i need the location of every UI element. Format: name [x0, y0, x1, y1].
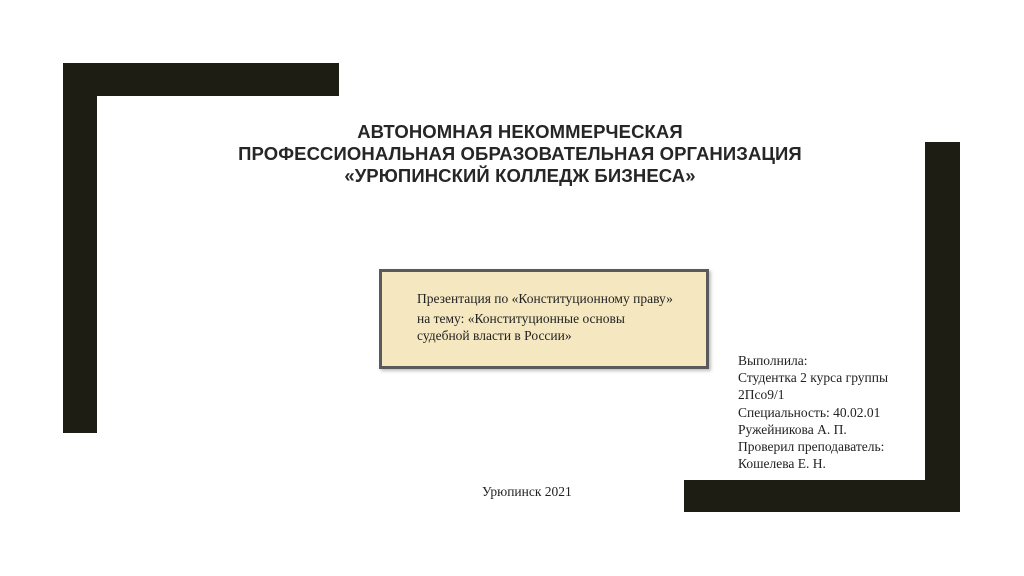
topic-text: [417, 290, 673, 345]
footer-city-year: Урюпинск 2021: [482, 484, 572, 499]
info-line-3: 2Псо9/1: [738, 387, 785, 403]
topic-box: [379, 269, 709, 369]
author-info: [738, 352, 888, 472]
info-line-2: Студентка 2 курса группы: [738, 370, 889, 386]
info-line-6: Проверил преподаватель:: [738, 439, 885, 455]
info-line-5: Ружейникова А. П.: [738, 421, 847, 437]
title-line-1: АВТОНОМНАЯ НЕКОММЕРЧЕСКАЯ: [357, 121, 683, 142]
frame-bar-right: [925, 142, 960, 512]
frame-bar-top-left: [63, 63, 339, 96]
title-line-2: ПРОФЕССИОНАЛЬНАЯ ОБРАЗОВАТЕЛЬНАЯ ОРГАНИЗАЦИЯ: [238, 143, 802, 164]
info-line-4: Специальность: 40.02.01: [738, 404, 881, 420]
info-line-7: Кошелева Е. Н.: [738, 456, 826, 472]
topic-line-3: судебной власти в России»: [417, 328, 572, 343]
topic-line-1: Презентация по «Конституционному праву»: [417, 291, 673, 306]
frame-bar-left: [63, 63, 97, 433]
info-line-1: Выполнила:: [738, 353, 808, 368]
topic-line-2: на тему: «Конституционные основы: [417, 310, 625, 326]
title-line-3: «УРЮПИНСКИЙ КОЛЛЕДЖ БИЗНЕСА»: [344, 165, 696, 186]
frame-bar-bottom-right: [684, 480, 960, 512]
slide-title: [120, 121, 920, 187]
